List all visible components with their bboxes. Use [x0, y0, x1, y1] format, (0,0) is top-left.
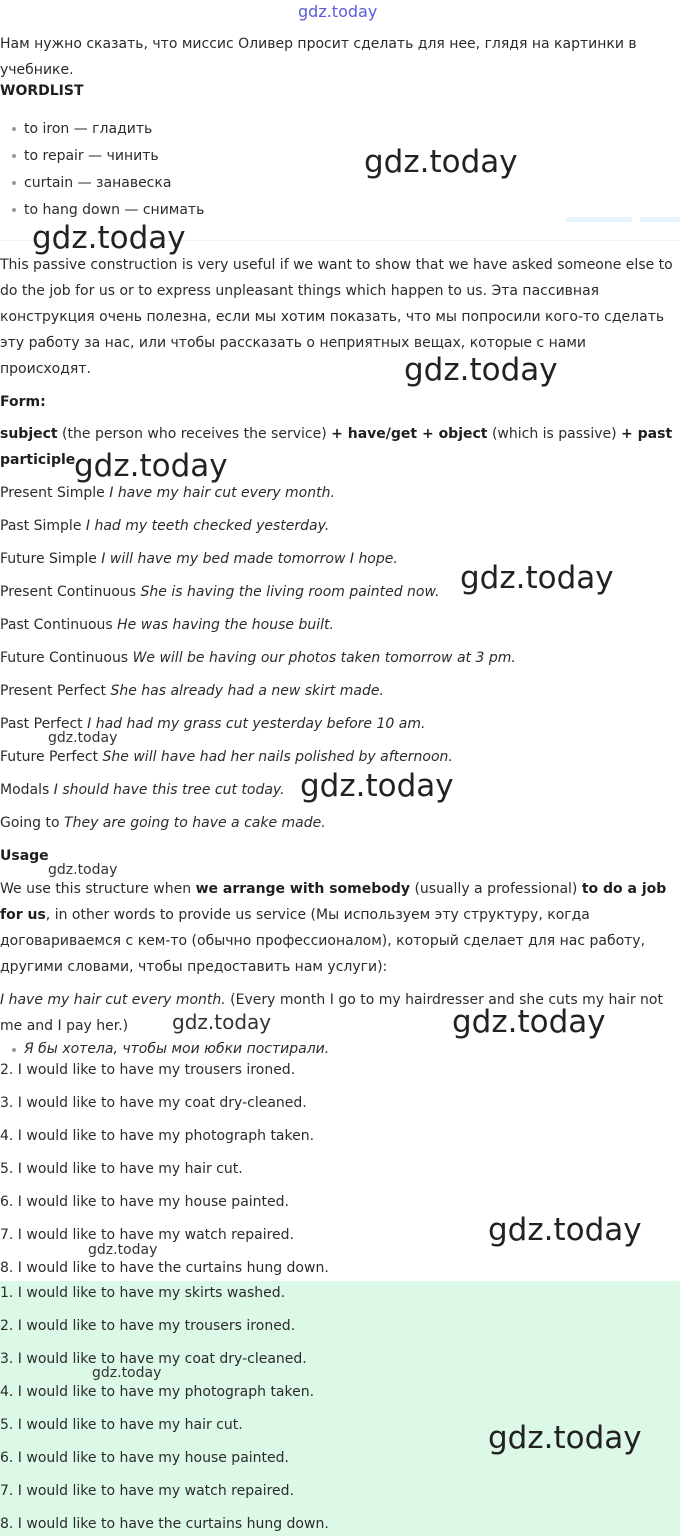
- final-answer-line: 8. I would like to have the curtains hung down.: [0, 1516, 329, 1532]
- decorative-bar: [566, 217, 632, 222]
- tense-sentence: I had my teeth checked yesterday.: [85, 518, 330, 534]
- final-answer-line: 7. I would like to have my watch repaired.: [0, 1483, 294, 1499]
- tense-sentence: We will be having our photos taken tomorrow at 3 pm.: [132, 650, 516, 666]
- tense-example: [0, 549, 398, 569]
- example-explanation: (Every month I go to my hairdresser and she cuts my hair not me and I pay her.): [0, 992, 663, 1034]
- tense-example: [0, 483, 335, 503]
- answer-line: 4. I would like to have my photograph taken.: [0, 1128, 315, 1144]
- tense-name: Present Continuous: [0, 584, 137, 600]
- answer-line: 8. I would like to have the curtains hung down.: [0, 1260, 329, 1276]
- theory-paragraph: This passive construction is very useful if we want to show that we have asked someone else to do the job for us or to express unpleasant things which happen to us. Эта пассивная конструкция очень полезна, если мы хотим показать, что мы попросили кого-то сделать эту работу за нас, или чтобы рассказать о неприятных вещах, которые с нами происходят.: [0, 257, 673, 377]
- formula-note: (the person who receives the service): [57, 426, 332, 442]
- final-answer-line: 1. I would like to have my skirts washed.: [0, 1285, 286, 1301]
- usage-emphasis: we arrange with somebody: [195, 881, 411, 897]
- final-answer-line: 4. I would like to have my photograph taken.: [0, 1384, 315, 1400]
- formula-subject: subject: [0, 426, 58, 442]
- tense-example: [0, 813, 326, 833]
- usage-example: [0, 987, 676, 1039]
- tense-name: Future Simple: [0, 551, 97, 567]
- watermark: gdz.today: [364, 144, 518, 180]
- bullet-icon: [12, 208, 16, 212]
- final-answer-line: 6. I would like to have my house painted.: [0, 1450, 289, 1466]
- wordlist-item: to repair — чинить: [24, 148, 159, 164]
- tense-example: [0, 747, 453, 767]
- answer-line: 6. I would like to have my house painted.: [0, 1194, 289, 1210]
- final-answer-line: 3. I would like to have my coat dry-cleaned.: [0, 1351, 307, 1367]
- answer-line: 3. I would like to have my coat dry-cleaned.: [0, 1095, 307, 1111]
- answer-line: 5. I would like to have my hair cut.: [0, 1161, 243, 1177]
- answer-line: 7. I would like to have my watch repaired.: [0, 1227, 294, 1243]
- wordlist-item: curtain — занавеска: [24, 175, 172, 191]
- tense-name: Present Simple: [0, 485, 105, 501]
- form-heading: Form:: [0, 394, 46, 410]
- bullet-icon: [12, 127, 16, 131]
- answer-line: 2. I would like to have my trousers ironed.: [0, 1062, 296, 1078]
- example-sentence: I have my hair cut every month.: [0, 992, 226, 1008]
- wordlist-item: to hang down — снимать: [24, 202, 205, 218]
- tense-sentence: I have my hair cut every month.: [109, 485, 335, 501]
- tense-sentence: He was having the house built.: [117, 617, 334, 633]
- tense-sentence: They are going to have a cake made.: [64, 815, 326, 831]
- tense-example: [0, 516, 329, 536]
- tense-name: Future Continuous: [0, 650, 129, 666]
- wordlist-item: to iron — гладить: [24, 121, 153, 137]
- formula-note: (which is passive): [487, 426, 622, 442]
- tense-name: Future Perfect: [0, 749, 99, 765]
- tense-name: Past Continuous: [0, 617, 113, 633]
- tense-name: Past Simple: [0, 518, 82, 534]
- formula-participle: + past participle: [0, 426, 673, 468]
- watermark: gdz.today: [460, 560, 614, 596]
- watermark: gdz.today: [488, 1420, 642, 1456]
- watermark: gdz.today: [48, 730, 118, 746]
- formula: [0, 421, 676, 473]
- bullet-icon: [12, 181, 16, 185]
- watermark: gdz.today: [452, 1004, 606, 1040]
- tense-example: [0, 615, 334, 635]
- usage-emphasis: to do a job for us: [0, 881, 667, 923]
- watermark: gdz.today: [172, 1010, 272, 1034]
- tense-name: Modals: [0, 782, 50, 798]
- watermark: gdz.today: [88, 1242, 158, 1258]
- tense-sentence: I will have my bed made tomorrow I hope.: [101, 551, 398, 567]
- tense-example: [0, 681, 384, 701]
- usage-text: (usually a professional): [410, 881, 582, 897]
- usage-text: , in other words to provide us service (Мы используем эту структуру, когда договариваемся с кем-то (обычно профессионалом), который сделает для нас работу, другими словами, чтобы предоставить нам услуги):: [0, 907, 646, 975]
- tense-sentence: I had had my grass cut yesterday before 10 am.: [87, 716, 426, 732]
- watermark: gdz.today: [488, 1212, 642, 1248]
- bullet-icon: [12, 1048, 16, 1052]
- watermark: gdz.today: [32, 220, 186, 256]
- watermark: gdz.today: [48, 862, 118, 878]
- watermark: gdz.today: [298, 2, 378, 21]
- tense-example: [0, 714, 425, 734]
- watermark: gdz.today: [300, 768, 454, 804]
- tense-example: [0, 648, 516, 668]
- tense-sentence: She will have had her nails polished by afternoon.: [102, 749, 453, 765]
- usage-text: We use this structure when: [0, 881, 196, 897]
- tense-example: [0, 780, 285, 800]
- formula-have-get: + have/get + object: [331, 426, 488, 442]
- watermark: gdz.today: [74, 448, 228, 484]
- tense-sentence: I should have this tree cut today.: [53, 782, 285, 798]
- tense-sentence: She is having the living room painted now.: [140, 584, 440, 600]
- task-prompt: Я бы хотела, чтобы мои юбки постирали.: [24, 1041, 330, 1057]
- bullet-icon: [12, 154, 16, 158]
- tense-example: [0, 582, 440, 602]
- intro-text: Нам нужно сказать, что миссис Оливер просит сделать для нее, глядя на картинки в учебнике.: [0, 36, 637, 78]
- final-answer-line: 5. I would like to have my hair cut.: [0, 1417, 243, 1433]
- tense-name: Past Perfect: [0, 716, 83, 732]
- final-answer-line: 2. I would like to have my trousers ironed.: [0, 1318, 296, 1334]
- wordlist-heading: WORDLIST: [0, 83, 84, 99]
- usage-heading: Usage: [0, 848, 49, 864]
- tense-name: Going to: [0, 815, 60, 831]
- watermark: gdz.today: [404, 352, 558, 388]
- decorative-bar: [640, 217, 680, 222]
- usage-paragraph: [0, 876, 676, 980]
- watermark: gdz.today: [92, 1365, 162, 1381]
- tense-name: Present Perfect: [0, 683, 107, 699]
- tense-sentence: She has already had a new skirt made.: [110, 683, 384, 699]
